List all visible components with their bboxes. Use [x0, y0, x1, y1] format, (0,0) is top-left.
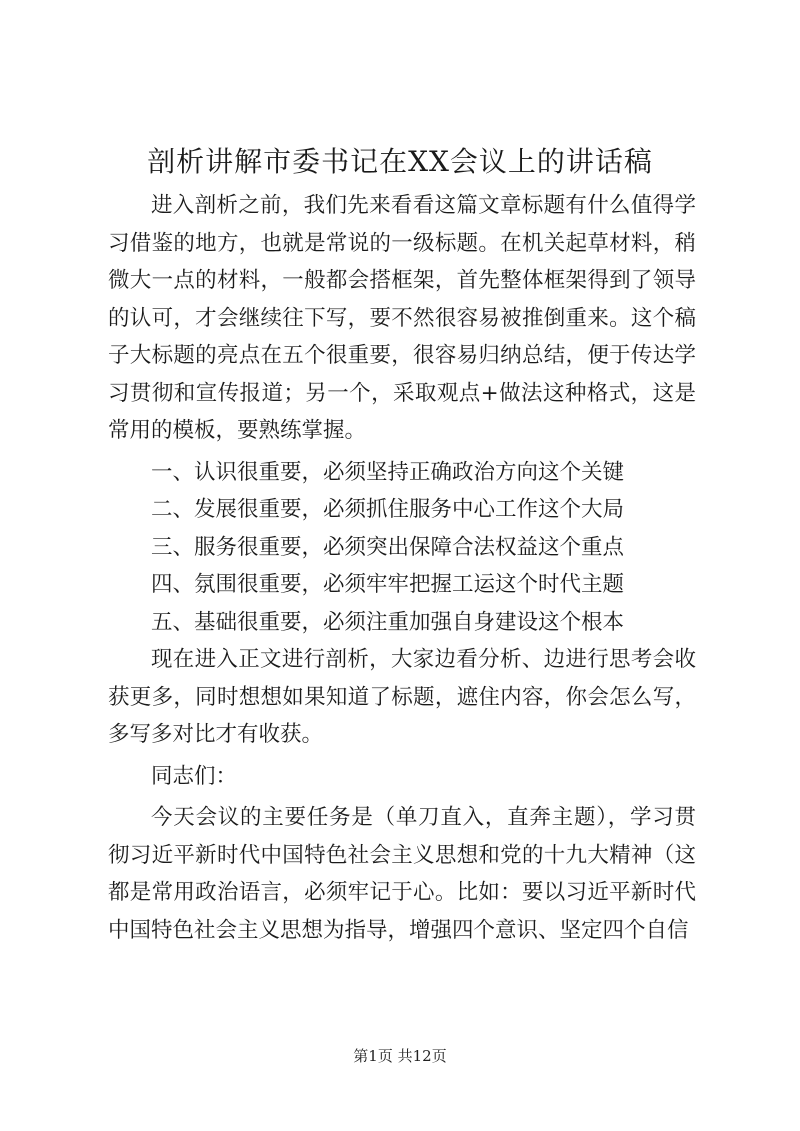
list-item-3: 三、服务很重要，必须突出保障合法权益这个重点 — [151, 534, 625, 560]
speech-paragraph: 今天会议的主要任务是（单刀直入，直奔主题），学习贯彻习近平新时代中国特色社会主义思想和党的十九大精神（这都是常用政治语言，必须牢记于心。比如：要以习近平新时代中国特色社会主义思想为指导，增强四个意识、坚定四个自信 — [108, 805, 696, 943]
document-body — [108, 187, 696, 949]
list-item-4: 四、氛围很重要，必须牢牢把握工运这个时代主题 — [151, 572, 625, 597]
transition-paragraph: 现在进入正文进行剖析，大家边看分析、边进行思考会收获更多，同时想想如果知道了标题，遮住内容，你会怎么写，多写多对比才有收获。 — [108, 647, 696, 747]
document-title: 剖析讲解市委书记在XX会议上的讲话稿 — [147, 145, 653, 178]
list-item-5: 五、基础很重要，必须注重加强自身建设这个根本 — [151, 609, 625, 635]
list-item-1: 一、认识很重要，必须坚持正确政治方向这个关键 — [151, 459, 625, 485]
list-item-2: 二、发展很重要，必须抓住服务中心工作这个大局 — [151, 497, 625, 522]
salutation: 同志们： — [151, 763, 238, 789]
intro-paragraph: 进入剖析之前，我们先来看看这篇文章标题有什么值得学习借鉴的地方，也就是常说的一级标题。在机关起草材料，稍微大一点的材料，一般都会搭框架，首先整体框架得到了领导的认可，才会继续往下写，要不然很容易被推倒重来。这个稿子大标题的亮点在五个很重要，很容易归纳总结，便于传达学习贯彻和宣传报道；另一个，采取观点+做法这种格式，这是常用的模板，要熟练掌握。 — [108, 193, 696, 443]
page-number-footer: 第1页 共12页 — [353, 1047, 447, 1065]
